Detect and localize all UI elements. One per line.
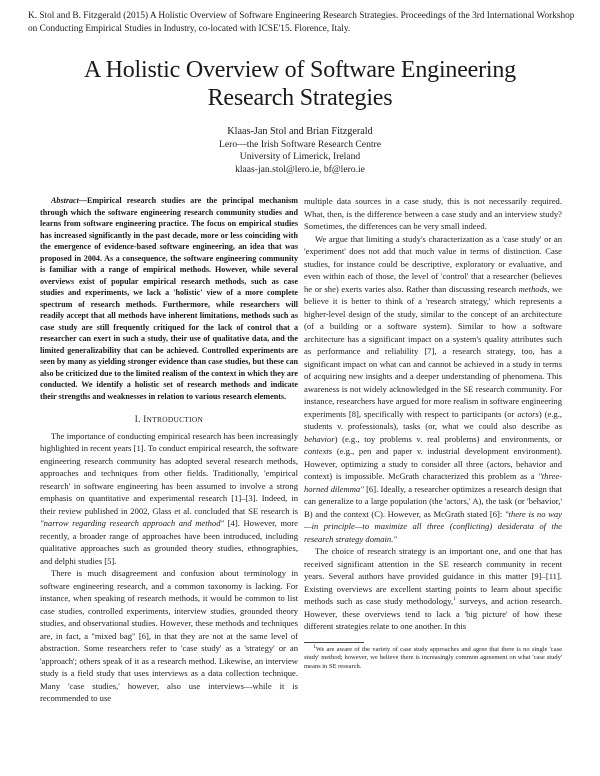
text-run: [6]. Ideally, a researcher optimizes a research design that can generalize to a large population (the 'actors,' A), the task (or 'behavior,' B) and the context (C). However, as McGrath stated [6]:	[304, 483, 562, 519]
right-paragraph-1: multiple data sources in a case study, this is not necessarily required. What, then, is the difference between a case study and an interview study? Sometimes, the differences can be very small indeed.	[304, 196, 562, 231]
section-heading-rest: NTRODUCTION	[146, 415, 204, 424]
emphasis-contexts: contexts	[304, 446, 333, 456]
abstract-dash: —	[78, 196, 87, 205]
section-heading-initial: I	[143, 414, 147, 424]
footnote-rule	[304, 642, 364, 643]
author-names: Klaas-Jan Stol and Brian Fitzgerald	[227, 126, 373, 137]
right-column	[304, 195, 562, 671]
emphasis-behavior: behavior	[304, 433, 335, 444]
abstract-label: Abstract	[51, 196, 79, 205]
glass-quote: "narrow regarding research approach and method"	[40, 518, 225, 528]
text-run: We argue that limiting a study's characterization as a 'case study' or an 'experiment' does not add that much value in terms of distinction. Case studies, for instance could be descriptive, exploratory or evaluative, and even within each of those, the level of 'control' that a researcher (believes he or she) exerts varies also. Rather than discussing research	[304, 233, 562, 294]
section-numeral: I.	[134, 414, 141, 424]
abstract-text: Empirical research studies are the principal mechanism through which the software engineering research community studies and learns from software engineering practice. The focus on empirical studies has increased significantly in the past decade, more or less coinciding with the emergence of evidence-based software engineering, an idea that was proposed in 2004. As a consequence, the software engineering community is familiar with a range of empirical methods. However, while several overviews exist of popular empirical research methods, such as case studies and experiments, we lack a 'holistic' view of a more complete spectrum of research methods. Furthermore, while researchers will readily accept that all methods have inherent limitations, methods such as case study are still frequently critiqued for the lack of control that a researcher can exert in such a study, their use of qualitative data, and the limited generalizability that can be achieved. Controlled experiments are seen by many as yielding stronger evidence than case studies, but these can also be criticized due to the limited realism of the context in which they are conducted. We identify a holistic set of research methods and indicate their strengths and weaknesses in relation to various research elements.	[40, 196, 298, 401]
text-run: The choice of research strategy is an important one, and one that has received significant attention in the SE research community in recent years. Several authors have provided guidance in this matter [9]–[11]. Existing overviews are excellent starting points to learn about specific methods such as case study methodology,	[304, 546, 562, 606]
text-run: (e.g., pen and paper v. industrial development environment). However, optimizing a study to consider all three (actors, behavior and context) is impossible. McGrath characterized this problem as a	[304, 446, 562, 481]
footnote-mark: 1	[313, 643, 316, 650]
text-run: , we believe it is better to think of a 'research strategy,' which represents a higher-level design of the study, similar to the concept of an architecture (of a building or a software system). Similar to how a software architecture has a significant impact on a system's quality attributes such as performance and reliability [7], a research strategy, too, has a significant impact on what can and cannot be achieved in a study in terms of acquiring new insights and a deeper understanding of phenomena. This awareness is not widely acknowledged in the SE research community. For instance, researchers have argued for more realism in software engineering experiments [8], specifically with respect to participants (or	[304, 283, 562, 419]
left-column	[40, 195, 298, 705]
right-paragraph-2	[304, 233, 562, 546]
right-paragraph-3	[304, 545, 562, 633]
author-affiliation: Lero—the Irish Software Research Centre	[219, 138, 381, 150]
author-block	[150, 126, 450, 176]
section-heading-introduction	[40, 413, 298, 427]
intro-paragraph-2: There is much disagreement and confusion about terminology in software engineering research, and a common taxonomy is lacking. For instance, when speaking of research methods, it would be common to list case studies, controlled experiments, interview studies, grounded theory studies, and observational studies. However, these methods and techniques are, in fact, a "mixed bag" [6], in that they are not at the same level of abstraction. Some researchers refer to 'case study' as a 'strategy' or an 'approach'; others speak of it as a research method. Likewise, an interview study is a field study that uses interviews as a data collection technique. Many 'case studies,' however, also use interviews—while it is recommended to use	[40, 568, 298, 703]
emphasis-dilemma: "three-horned dilemma"	[304, 471, 562, 494]
citation-header: K. Stol and B. Fitzgerald (2015) A Holistic Overview of Software Engineering Research Strategies. Proceedings of the 3rd International Workshop on Conducting Empirical Studies in Industry, co-located with ICSE'15. Florence, Italy.	[28, 11, 575, 34]
footnote-text: We are aware of the variety of case study approaches and agree that there is no single 'case study' method; however, we believe there is increasingly common agreement on what 'case study' means in SE research.	[304, 645, 562, 670]
text-run: ) (e.g., toy problems v. real problems) and environments, or	[334, 433, 562, 444]
paper-title: A Holistic Overview of Software Engineering Research Strategies	[84, 57, 516, 111]
text-run: The importance of conducting empirical research has been increasingly highlighted in recent years [1]. To conduct empirical research, the software engineering research community has adopted several research methods, approaches and techniques from other fields. Traditionally, 'empirical research' in software engineering has been assumed to involve a strong emphasis on quantitative and experimental research [1]–[3]. Indeed, in their review published in 2002, Glass et al. concluded that SE research is	[40, 430, 298, 516]
footnote	[304, 643, 562, 672]
author-email: klaas-jan.stol@lero.ie, bf@lero.ie	[235, 163, 365, 175]
text-run: surveys, and action research. However, these overviews tend to lack a 'big picture' of how these different strategies relate to one another. In this	[304, 596, 562, 631]
footnote-ref[interactable]: 1	[453, 596, 456, 603]
abstract	[40, 195, 298, 402]
emphasis-methods: methods	[518, 283, 548, 294]
emphasis-actors: actors	[517, 408, 539, 419]
text-run: ) (e.g., students v. professionals), tasks (or, what we could also describe as	[304, 408, 563, 431]
intro-paragraph-1	[40, 430, 298, 568]
author-university: University of Limerick, Ireland	[239, 151, 361, 163]
text-run: [4]. However, more recently, a broader range of approaches have been introduced, including qualitative approaches such as grounded theory studies, ethnographies, and delphi studies [5].	[40, 518, 298, 566]
mcgrath-quote: "there is no way—in principle—to maximize all three (conflicting) desiderata of the research strategy domain."	[304, 508, 562, 544]
